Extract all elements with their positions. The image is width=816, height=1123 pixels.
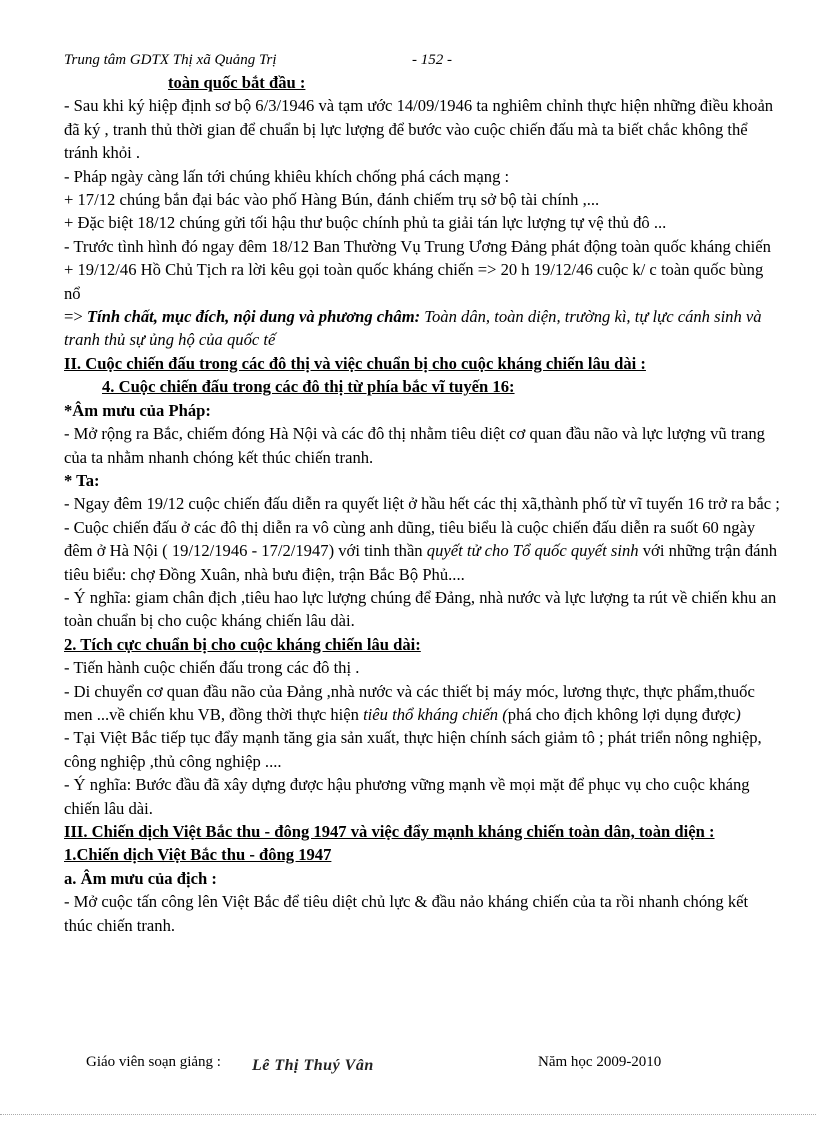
document-body (64, 71, 780, 937)
header-center-name: Trung tâm GDTX Thị xã Quảng Trị (64, 52, 277, 68)
text-span: với những trận đánh tiêu biểu: chợ Đồng Xuân, nhà bưu điện, trận Bắc Bộ Phủ.... (64, 541, 778, 584)
footer-teacher-name: Lê Thị Thuý Vân (252, 1057, 374, 1074)
paragraph: - Tại Việt Bắc tiếp tục đẩy mạnh tăng gia sản xuất, thực hiện chính sách giảm tô ; phát triển nông nghiệp, công nghiệp ,thủ công nghiệp .... (64, 728, 762, 771)
nature-text: Toàn dân, toàn diện, trường kì, tự lực cánh sinh và tranh thủ sự ủng hộ của quốc tế (64, 307, 762, 350)
paragraph: - Mở rộng ra Bắc, chiếm đóng Hà Nội và các đô thị nhằm tiêu diệt cơ quan đầu não và lực lượng vũ trang của ta nhằm nhanh chóng kết thúc chiến tranh. (64, 424, 765, 467)
nature-label: Tính chất, mục đích, nội dung và phương châm: (86, 307, 421, 327)
footer-teacher-label: Giáo viên soạn giảng : (86, 1054, 221, 1070)
label-us: * Ta: (64, 470, 100, 490)
paragraph: - Ý nghĩa: Bước đầu đã xây dựng được hậu phương vững mạnh về mọi mặt để phục vụ cho cuộc kháng chiến lâu dài. (64, 775, 750, 818)
paragraph: - Ngay đêm 19/12 cuộc chiến đấu diễn ra quyết liệt ở hầu hết các thị xã,thành phố từ vĩ tuyến 16 trở ra bắc ; (64, 494, 780, 514)
arrow-text: => (64, 307, 87, 327)
text-span: - Di chuyển cơ quan đầu não của Đảng ,nhà nước và các thiết bị máy móc, lương thực, thực phẩm,thuốc men ...về chiến khu VB, đồng thời thực hiện (64, 681, 755, 724)
subsection-heading-1: 1.Chiến dịch Việt Bắc thu - đông 1947 (64, 845, 332, 865)
page-bottom-divider (0, 1114, 816, 1115)
subsection-heading-4: 4. Cuộc chiến đấu trong các đô thị từ phía bắc vĩ tuyến 16: (102, 377, 515, 397)
paragraph-hanoi (64, 516, 780, 586)
text-span: phá cho địch không lợi dụng được (507, 704, 736, 724)
paragraph-relocation (64, 680, 780, 727)
paragraph: - Ý nghĩa: giam chân địch ,tiêu hao lực lượng chúng để Đảng, nhà nước và lực lượng ta rút về chiến khu an toàn chuẩn bị cho cuộc kháng chiến lâu dài. (64, 587, 777, 631)
italic-spirit: quyết tử cho Tổ quốc quyết sinh (426, 541, 639, 561)
section-heading-2: II. Cuộc chiến đấu trong các đô thị và việc chuẩn bị cho cuộc kháng chiến lâu dài : (64, 353, 646, 373)
paragraph: + 19/12/46 Hồ Chủ Tịch ra lời kêu gọi toàn quốc kháng chiến => 20 h 19/12/46 cuộc k/ c toàn quốc bùng nổ (64, 260, 764, 303)
label-french-plot: *Âm mưu của Pháp: (64, 400, 211, 420)
paragraph: - Mở cuộc tấn công lên Việt Bắc để tiêu diệt chủ lực & đầu nảo kháng chiến của ta rồi nhanh chóng kết thúc chiến tranh. (64, 892, 749, 935)
section-heading-3: III. Chiến dịch Việt Bắc thu - đông 1947 và việc đẩy mạnh kháng chiến toàn dân, toàn diện : (64, 822, 715, 841)
italic-scorched-earth: tiêu thổ kháng chiến ( (363, 704, 508, 724)
paragraph-nature (64, 305, 780, 352)
heading-continuation: toàn quốc bắt đầu : (168, 73, 306, 92)
footer-school-year: Năm học 2009-2010 (538, 1054, 662, 1070)
text-span: ) (735, 704, 741, 724)
paragraph: - Tiến hành cuộc chiến đấu trong các đô thị . (64, 658, 360, 678)
paragraph: + 17/12 chúng bắn đại bác vào phố Hàng Bún, đánh chiếm trụ sở bộ tài chính ,... (64, 190, 600, 210)
subsection-heading-2: 2. Tích cực chuẩn bị cho cuộc kháng chiến lâu dài: (64, 634, 421, 654)
paragraph: - Pháp ngày càng lấn tới chúng khiêu khích chống phá cách mạng : (64, 166, 510, 186)
paragraph: + Đặc biệt 18/12 chúng gửi tối hậu thư buộc chính phủ ta giải tán lực lượng tự vệ thủ đô ... (64, 213, 667, 233)
text-span: - Cuộc chiến đấu ở các đô thị diễn ra vô cùng anh dũng, tiêu biểu là cuộc chiến đấu diễn ra suốt 60 ngày đêm ở Hà Nội ( 19/12/1946 - 17/2/1947) với tinh thần (64, 517, 756, 561)
page-number: - 152 - (412, 52, 452, 68)
paragraph: - Trước tình hình đó ngay đêm 18/12 Ban Thường Vụ Trung Ương Đảng phát động toàn quốc kháng chiến (64, 236, 771, 256)
paragraph: - Sau khi ký hiệp định sơ bộ 6/3/1946 và tạm ước 14/09/1946 ta nghiêm chỉnh thực hiện những điều khoản đã ký , tranh thủ thời gian để chuẩn bị lực lượng để bước vào cuộc chiến đấu mà ta biết chắc không thể tránh khỏi . (64, 96, 774, 163)
subsection-heading-a: a. Âm mưu của địch : (64, 868, 217, 888)
